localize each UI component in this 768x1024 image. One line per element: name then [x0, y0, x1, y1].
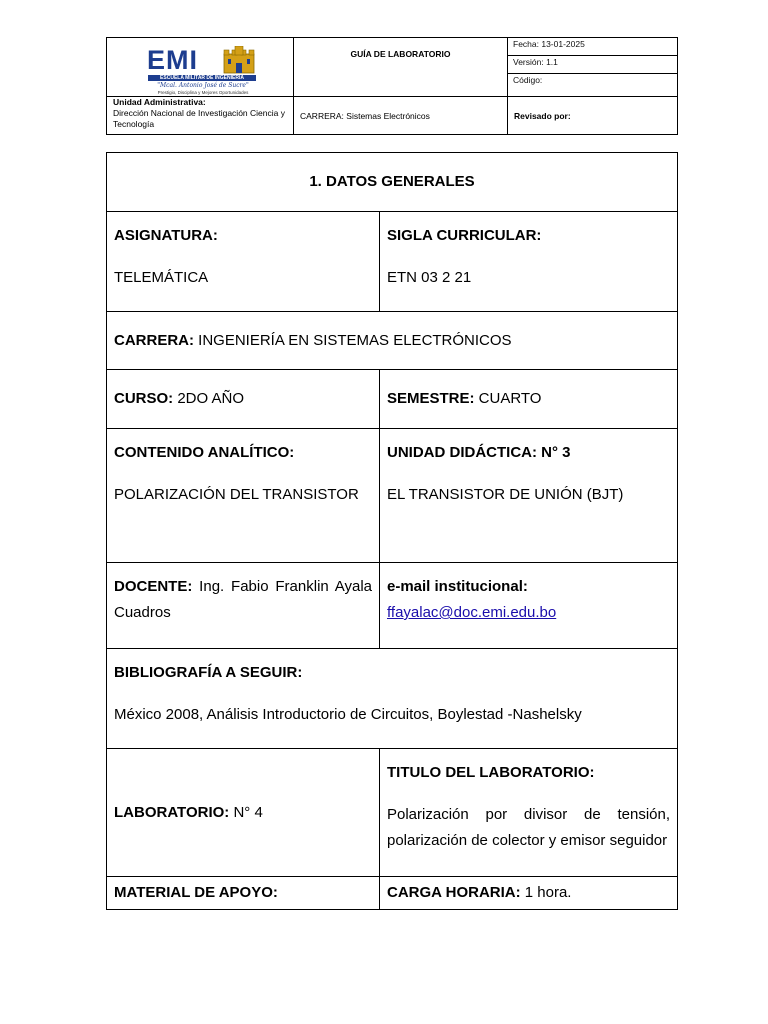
unidad-value: Dirección Nacional de Investigación Ciencia y Tecnología	[113, 108, 285, 129]
semestre-label: SEMESTRE:	[387, 390, 475, 407]
bibliografia-value: México 2008, Análisis Introductorio de Circuitos, Boylestad -Nashelsky	[114, 706, 582, 723]
carrera-header: CARRERA: Sistemas Electrónicos	[294, 97, 508, 135]
carrera-value: INGENIERÍA EN SISTEMAS ELECTRÓNICOS	[194, 331, 512, 349]
material-label: MATERIAL DE APOYO:	[114, 884, 278, 901]
logo-tagline: Prestigio, Disciplina y Mejores Oportunidades	[157, 90, 249, 95]
version: Versión: 1.1	[508, 56, 677, 74]
bibliografia-label: BIBLIOGRAFÍA A SEGUIR:	[114, 664, 303, 681]
contenido-label: CONTENIDO ANALÍTICO:	[114, 444, 295, 461]
titulo-label: TITULO DEL LABORATORIO:	[387, 764, 595, 781]
guide-title: GUÍA DE LABORATORIO	[350, 49, 451, 59]
unidad-label: Unidad Administrativa:	[113, 97, 206, 107]
unidad-cell	[107, 97, 294, 135]
logo-school-name: ESCUELA MILITAR DE INGENIERÍA	[148, 75, 256, 81]
asignatura-cell	[107, 212, 380, 312]
laboratorio-label: LABORATORIO:	[114, 803, 230, 821]
unidad-didactica-label: UNIDAD DIDÁCTICA: N° 3	[387, 444, 571, 461]
fecha: Fecha: 13-01-2025	[508, 38, 677, 56]
logo-cell	[107, 38, 294, 97]
email-cell	[380, 563, 678, 649]
contenido-value: POLARIZACIÓN DEL TRANSISTOR	[114, 486, 359, 503]
asignatura-label: ASIGNATURA:	[114, 227, 218, 244]
email-link[interactable]: ffayalac@doc.emi.edu.bo	[387, 604, 557, 621]
carga-value: 1 hora.	[520, 884, 572, 901]
codigo: Código:	[513, 75, 543, 85]
semestre-cell	[380, 370, 678, 429]
document-header	[106, 37, 678, 135]
guide-title-cell	[294, 38, 508, 97]
email-label: e-mail institucional:	[387, 578, 528, 595]
curso-value: 2DO AÑO	[173, 390, 245, 407]
curso-label: CURSO:	[114, 390, 174, 407]
material-cell	[107, 877, 380, 910]
titulo-value: Polarización por divisor de tensión, polarización de colector y emisor seguidor	[387, 806, 670, 849]
titulo-cell	[380, 749, 678, 877]
docente-cell	[107, 563, 380, 649]
laboratorio-value: N° 4	[229, 803, 263, 821]
carga-cell	[380, 877, 678, 910]
carrera-cell	[107, 312, 678, 370]
logo-motto: "Mcal. Antonio José de Sucre"	[157, 82, 249, 89]
unidad-didactica-cell	[380, 429, 678, 563]
bibliografia-cell	[107, 649, 678, 749]
semestre-value: CUARTO	[474, 390, 542, 407]
datos-generales-table	[106, 152, 678, 910]
carrera-label: CARRERA:	[114, 331, 194, 349]
docente-label: DOCENTE:	[114, 578, 193, 595]
carga-label: CARGA HORARIA:	[387, 884, 521, 901]
asignatura-value: TELEMÁTICA	[114, 269, 209, 286]
section-title: 1. DATOS GENERALES	[107, 153, 678, 212]
meta-cell	[508, 38, 678, 97]
emi-logo	[143, 44, 263, 96]
sigla-cell	[380, 212, 678, 312]
logo-emi-text: EMI	[147, 45, 199, 75]
sigla-value: ETN 03 2 21	[387, 269, 472, 286]
revisado-por: Revisado por:	[508, 97, 678, 135]
sigla-label: SIGLA CURRICULAR:	[387, 227, 542, 244]
curso-cell	[107, 370, 380, 429]
castle-icon	[223, 46, 255, 74]
unidad-didactica-value: EL TRANSISTOR DE UNIÓN (BJT)	[387, 486, 624, 503]
docente-value: Ing. Fabio Franklin Ayala Cuadros	[114, 578, 372, 621]
laboratorio-cell	[107, 749, 380, 877]
contenido-cell	[107, 429, 380, 563]
